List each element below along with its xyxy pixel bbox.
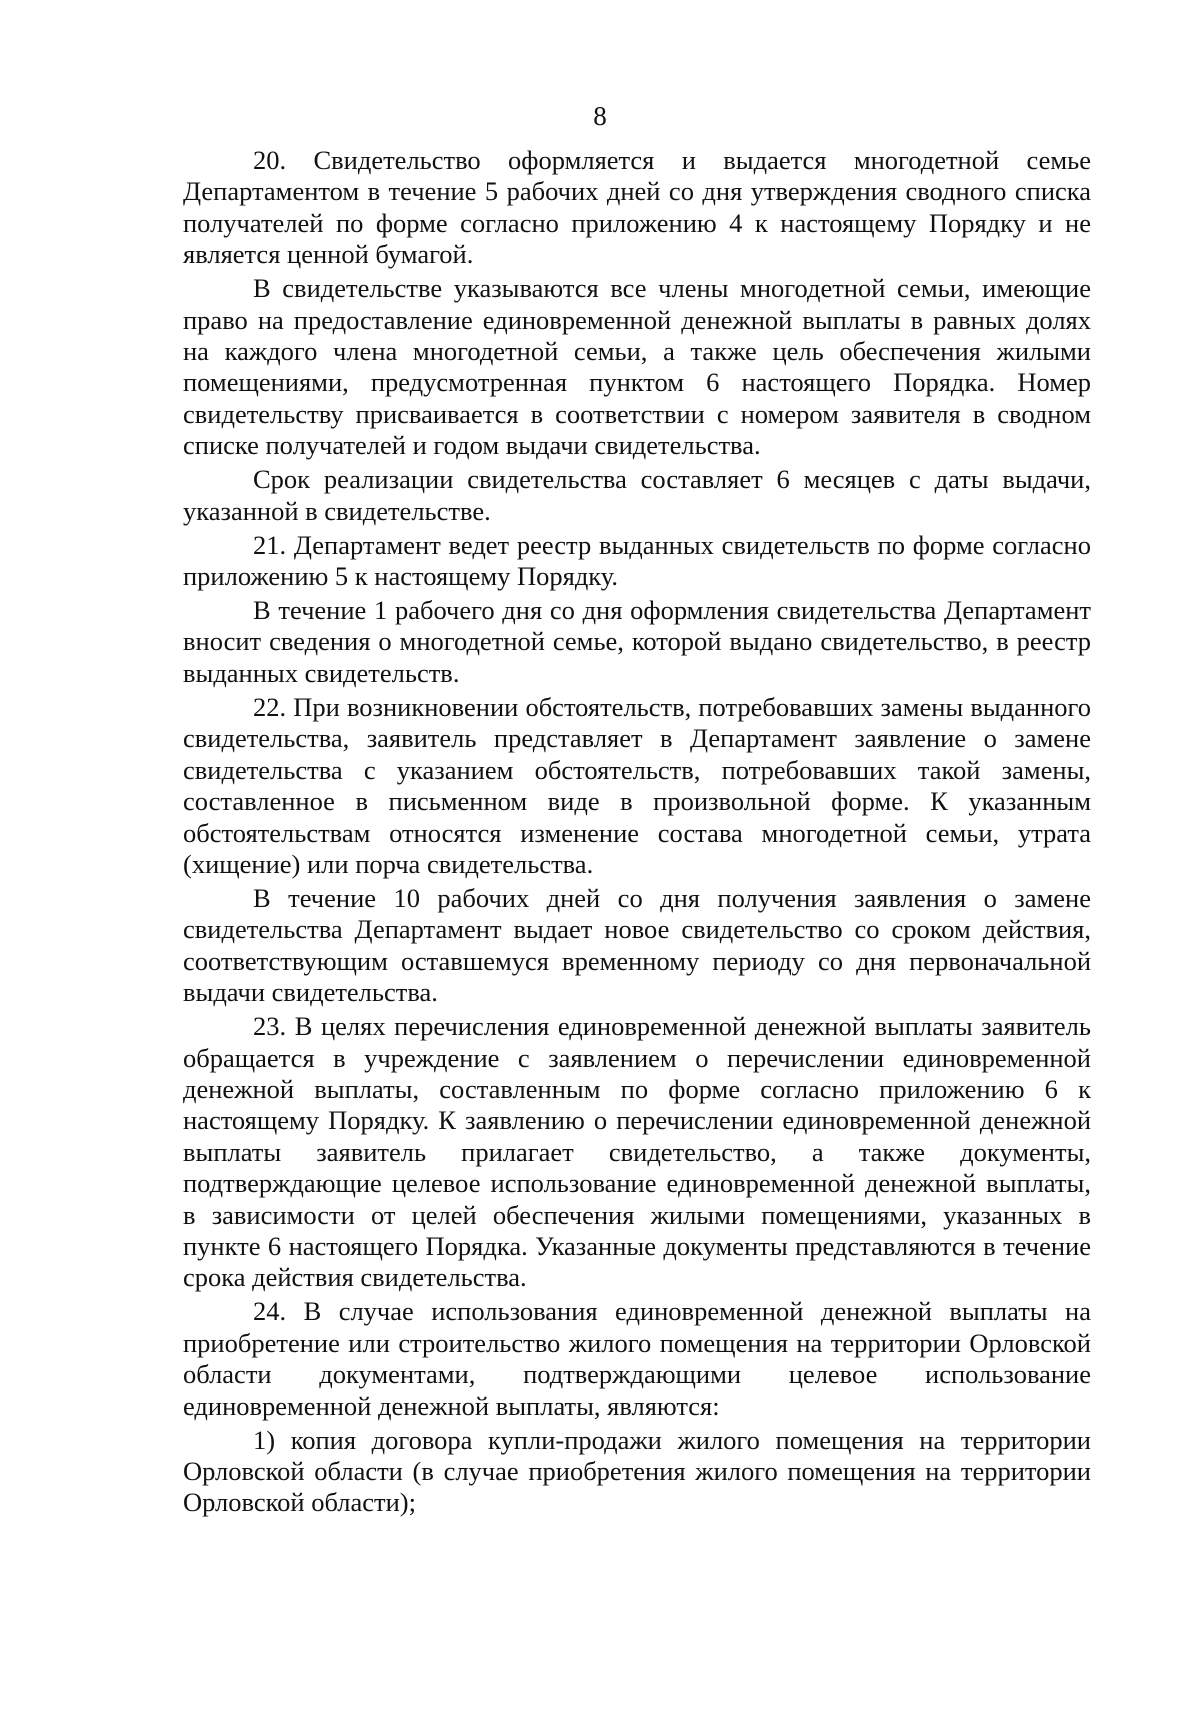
paragraph-20: 20. Свидетельство оформляется и выдается многодетной семье Департаментом в течение 5 рабочих дней со дня утверждения сводного списка получателей по форме согласно приложению 4 к настоящему Порядку и не является ценной бумагой. bbox=[183, 145, 1091, 270]
paragraph-registry-entry: В течение 1 рабочего дня со дня оформления свидетельства Департамент вносит сведения о многодетной семье, которой выдано свидетельство, в реестр выданных свидетельств. bbox=[183, 595, 1091, 688]
list-item-1: 1) копия договора купли-продажи жилого помещения на территории Орловской области (в случае приобретения жилого помещения на территории Орловской области); bbox=[183, 1424, 1091, 1518]
paragraph-22: 22. При возникновении обстоятельств, потребовавших замены выданного свидетельства, заявитель представляет в Департамент заявление о замене свидетельства с указанием обстоятельств, потребовавших такой замены, составленное в письменном виде в произвольной форме. К указанным обстоятельствам относятся изменение состава многодетной семьи, утрата (хищение) или порча свидетельства. bbox=[183, 691, 1091, 879]
paragraph-certificate-term: Срок реализации свидетельства составляет 6 месяцев с даты выдачи, указанной в свидетельстве. bbox=[183, 464, 1091, 526]
paragraph-23: 23. В целях перечисления единовременной денежной выплаты заявитель обращается в учреждение с заявлением о перечислении единовременной денежной выплаты, составленным по форме согласно приложению 6 к настоящему Порядку. К заявлению о перечислении единовременной денежной выплаты заявитель прилагает свидетельство, а также документы, подтверждающие целевое использование единовременной денежной выплаты, в зависимости от целей обеспечения жилыми помещениями, указанных в пункте 6 настоящего Порядка. Указанные документы представляются в течение срока действия свидетельства. bbox=[183, 1011, 1091, 1293]
paragraph-certificate-members: В свидетельстве указываются все члены многодетной семьи, имеющие право на предоставление единовременной денежной выплаты в равных долях на каждого члена многодетной семьи, а также цель обеспечения жилыми помещениями, предусмотренная пунктом 6 настоящего Порядка. Номер свидетельству присваивается в соответствии с номером заявителя в сводном списке получателей и годом выдачи свидетельства. bbox=[183, 273, 1091, 461]
page-number: 8 bbox=[593, 101, 607, 131]
paragraph-24: 24. В случае использования единовременной денежной выплаты на приобретение или строительство жилого помещения на территории Орловской области документами, подтверждающими целевое использование единовременной денежной выплаты, являются: bbox=[183, 1296, 1091, 1421]
document-body bbox=[183, 145, 1091, 1521]
paragraph-21: 21. Департамент ведет реестр выданных свидетельств по форме согласно приложению 5 к настоящему Порядку. bbox=[183, 529, 1091, 592]
paragraph-replacement-issue: В течение 10 рабочих дней со дня получения заявления о замене свидетельства Департамент выдает новое свидетельство со сроком действия, соответствующим оставшемуся временному периоду со дня первоначальной выдачи свидетельства. bbox=[183, 882, 1091, 1008]
